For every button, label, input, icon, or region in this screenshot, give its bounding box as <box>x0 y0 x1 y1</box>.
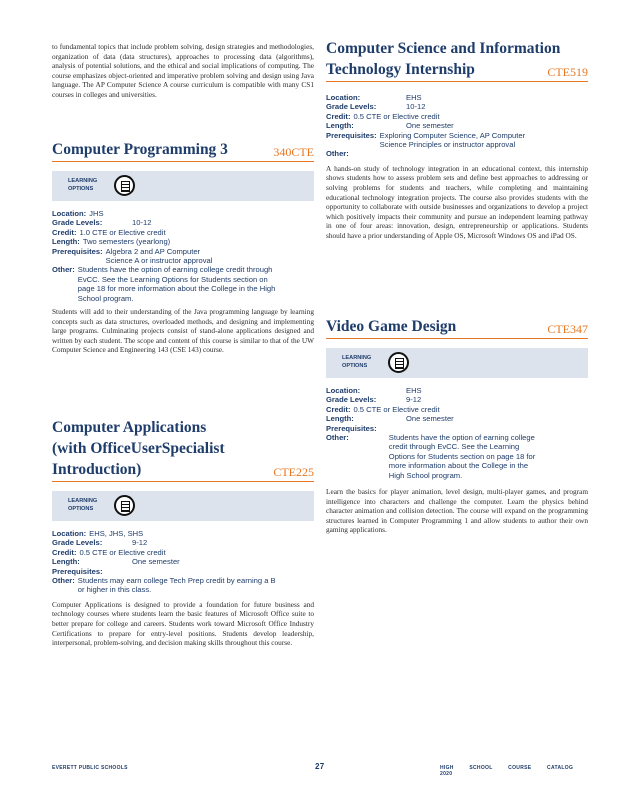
tech-prep-icon <box>114 495 135 516</box>
course-title-line-1: Computer Applications <box>52 419 207 436</box>
course-title-line-3: Introduction) <box>52 461 142 478</box>
location-value: EHS <box>406 386 422 395</box>
grade-levels-label: Grade Levels: <box>52 218 103 228</box>
course-title-line-2: (with OfficeUserSpecialist <box>52 440 225 457</box>
credit-label: Credit: <box>52 547 77 557</box>
length-label: Length: <box>326 121 354 131</box>
course-code: 340CTE <box>273 145 314 159</box>
course-info <box>326 386 588 480</box>
length-value: One semester <box>406 121 454 131</box>
footer-district: EVERETT PUBLIC SCHOOLS <box>52 765 128 771</box>
prerequisites-label: Prerequisites: <box>326 130 377 140</box>
grade-levels-label: Grade Levels: <box>326 102 377 112</box>
credit-value: 0.5 CTE or Elective credit <box>79 547 166 557</box>
grade-levels-label: Grade Levels: <box>52 538 103 548</box>
location-value: EHS, JHS, SHS <box>89 529 144 538</box>
college-credit-icon <box>388 352 409 373</box>
course-computer-programming-3 <box>52 139 314 355</box>
course-info <box>326 93 588 159</box>
course-code: CTE225 <box>273 465 314 479</box>
course-title: Video Game Design <box>326 318 457 335</box>
course-title-row <box>52 417 314 482</box>
course-code: CTE347 <box>547 322 588 336</box>
credit-label: Credit: <box>326 111 351 121</box>
course-description: A hands-on study of technology integration in an educational context, this internship shows students how to assess problem sets and define best approaches to addressing or solving problems for students and teachers, while completing and maintaining educational technology integration projects. The course also provides students with the opportunity to collaborate with outside businesses and organizations to develop a project which positively impacts their community and pursue an independent learning pathway in one of four areas: innovation, design, entrepreneurship or applications. Students should have a prior understanding of Apple OS, Microsoft Windows OS and iPad OS. <box>326 163 588 240</box>
course-video-game-design <box>326 316 588 535</box>
course-description: Learn the basics for player animation, level design, multi-player games, and program intelligence into characters and challenge the computer. Learn the physics behind character animation and collision detection. The course will expand on the programming structures learned in Computer Programming 1 and allow students to author their own gaming applications. <box>326 487 588 535</box>
location-label: Location: <box>326 386 361 395</box>
course-title-line-1: Computer Science and Information <box>326 40 561 57</box>
other-value: Students have the option of earning college credit through EvCC. See the Learning Options for Students section on page 18 for more information about the College in the High School program. <box>77 265 276 303</box>
course-title-row <box>326 38 588 82</box>
location-label: Location: <box>52 209 87 218</box>
course-description: Students will add to their understanding of the Java programming language by learning concepts such as data structures, overloaded methods, and designing and implementing large programs. Culminating projects consist of stand-alone applications designed and written by each student. The scope and content of this course is similar to that of the UW Computer Science and Engineering 143 (CSE 143) course. <box>52 307 314 355</box>
course-title-row <box>326 316 588 339</box>
credit-value: 1.0 CTE or Elective credit <box>79 227 166 237</box>
course-computer-applications <box>52 417 314 648</box>
college-credit-icon <box>114 175 135 196</box>
course-info <box>52 209 314 303</box>
grade-levels-value: 10-12 <box>406 102 426 112</box>
prerequisites-value: Algebra 2 and AP Computer Science A or instructor approval <box>105 246 213 266</box>
length-value: One semester <box>406 414 454 424</box>
length-label: Length: <box>326 414 354 424</box>
prerequisites-label: Prerequisites: <box>52 246 103 256</box>
learning-options-label: LEARNING OPTIONS <box>342 355 372 369</box>
credit-value: 0.5 CTE or Elective credit <box>353 404 440 414</box>
course-cs-it-internship <box>326 38 588 241</box>
prerequisites-label: Prerequisites: <box>52 566 103 576</box>
credit-label: Credit: <box>326 404 351 414</box>
grade-levels-value: 9-12 <box>406 395 422 405</box>
grade-levels-value: 10-12 <box>132 218 152 228</box>
course-info <box>52 529 314 595</box>
ap-cs-description-continued: to fundamental topics that include problem solving, design strategies and methodologies, organization of data (data structures), approaches to processing data (algorithms), analysis of potential solutions, and the ethical and social implications of computing. The course emphasizes object-oriented and imperative problem solving and design using Java language. The AP Computer Science A course curriculum is compatible with many CS1 courses in colleges and universities. <box>52 42 314 99</box>
prerequisites-value: Exploring Computer Science, AP Computer Science Principles or instructor approval <box>379 130 526 150</box>
grade-levels-value: 9-12 <box>132 538 148 548</box>
other-label: Other: <box>52 576 75 586</box>
length-label: Length: <box>52 237 80 247</box>
learning-options-label: LEARNING OPTIONS <box>68 498 98 512</box>
other-label: Other: <box>326 149 349 159</box>
course-title-line-2: Technology Internship <box>326 61 475 78</box>
course-description: Computer Applications is designed to provide a foundation for future business and technology courses where students learn the basic features of Microsoft Office suite to better prepare for college and careers. Students work toward Microsoft Office Industry Certifications to prepare for entry-level positions. Students develop leadership, interpersonal, problem-solving, and decision making skills throughout this course. <box>52 599 314 648</box>
course-title: Computer Programming 3 <box>52 141 228 158</box>
other-value: Students have the option of earning college credit through EvCC. See the Learning Options for Students section on page 18 for more information about the College in the High School program. <box>388 433 536 480</box>
learning-options-label: LEARNING OPTIONS <box>68 178 98 192</box>
length-value: Two semesters (yearlong) <box>82 237 171 247</box>
grade-levels-label: Grade Levels: <box>326 395 377 405</box>
length-value: One semester <box>132 557 180 567</box>
length-label: Length: <box>52 557 80 567</box>
other-label: Other: <box>52 265 75 275</box>
credit-value: 0.5 CTE or Elective credit <box>353 111 440 121</box>
learning-options-box <box>52 491 314 521</box>
location-value: JHS <box>89 209 104 218</box>
learning-options-box <box>326 348 588 378</box>
other-label: Other: <box>326 433 349 443</box>
other-value: Students may earn college Tech Prep credit by earning a B or higher in this class. <box>77 576 276 595</box>
page-number: 27 <box>315 762 325 771</box>
course-code: CTE519 <box>547 65 588 79</box>
footer-catalog-title: HIGH SCHOOL COURSE CATALOG 2020 <box>440 765 574 777</box>
learning-options-box <box>52 171 314 201</box>
location-value: EHS <box>406 93 422 102</box>
prerequisites-label: Prerequisites: <box>326 423 377 433</box>
course-title-row <box>52 139 314 162</box>
location-label: Location: <box>52 529 87 538</box>
location-label: Location: <box>326 93 361 102</box>
credit-label: Credit: <box>52 227 77 237</box>
